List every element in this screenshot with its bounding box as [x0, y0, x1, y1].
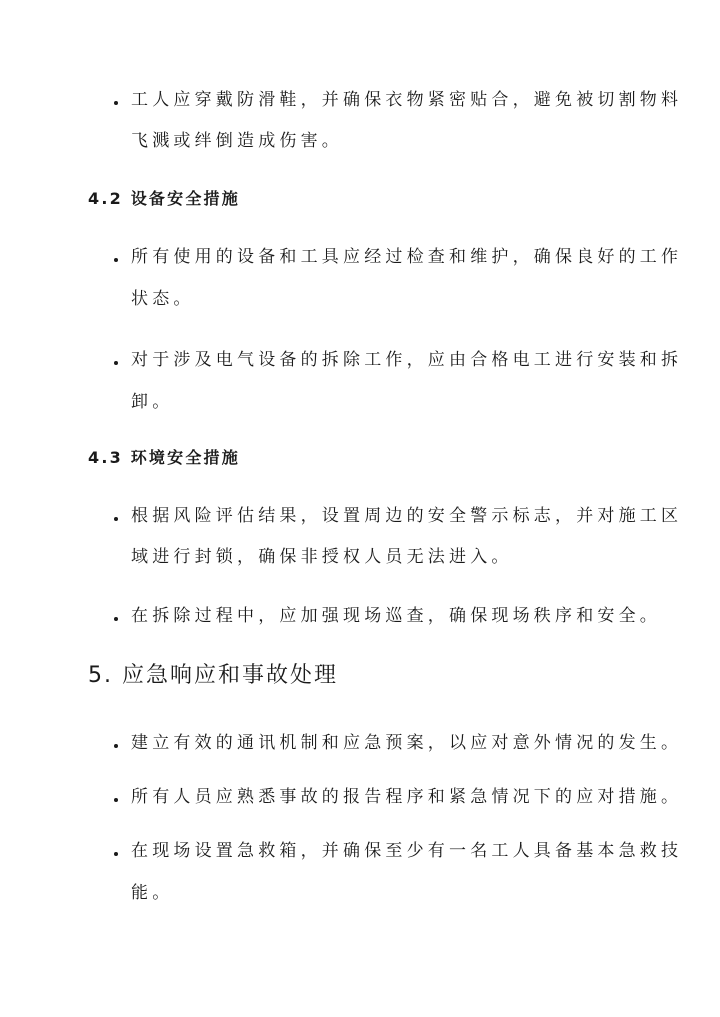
bullet-marker [114, 617, 118, 621]
list-item-text: 对于涉及电气设备的拆除工作，应由合格电工进行安装和拆 [131, 350, 683, 370]
bullet-marker [114, 798, 118, 802]
list-item-text: 域进行封锁，确保非授权人员无法进入。 [131, 547, 513, 567]
section-heading-4-2: 4.2 设备安全措施 [88, 189, 240, 208]
section-heading-5: 5. 应急响应和事故处理 [88, 663, 338, 688]
list-item-text: 所有使用的设备和工具应经过检查和维护，确保良好的工作 [131, 247, 683, 267]
list-item-text: 卸。 [131, 392, 174, 412]
list-item-text: 在现场设置急救箱，并确保至少有一名工人具备基本急救技 [131, 841, 683, 861]
list-item-text: 在拆除过程中，应加强现场巡查，确保现场秩序和安全。 [131, 606, 661, 626]
list-item-text: 能。 [131, 883, 174, 903]
bullet-marker [114, 258, 118, 262]
bullet-marker [114, 517, 118, 521]
list-item-text: 飞溅或绊倒造成伤害。 [131, 131, 343, 151]
bullet-marker [114, 852, 118, 856]
bullet-marker [114, 101, 118, 105]
list-item-text: 状态。 [131, 289, 195, 309]
list-item-text: 所有人员应熟悉事故的报告程序和紧急情况下的应对措施。 [131, 787, 683, 807]
list-item-text: 建立有效的通讯机制和应急预案，以应对意外情况的发生。 [131, 733, 683, 753]
bullet-marker [114, 744, 118, 748]
bullet-marker [114, 361, 118, 365]
list-item-text: 根据风险评估结果，设置周边的安全警示标志，并对施工区 [131, 506, 683, 526]
list-item-text: 工人应穿戴防滑鞋，并确保衣物紧密贴合，避免被切割物料 [131, 90, 683, 110]
section-heading-4-3: 4.3 环境安全措施 [88, 448, 240, 467]
